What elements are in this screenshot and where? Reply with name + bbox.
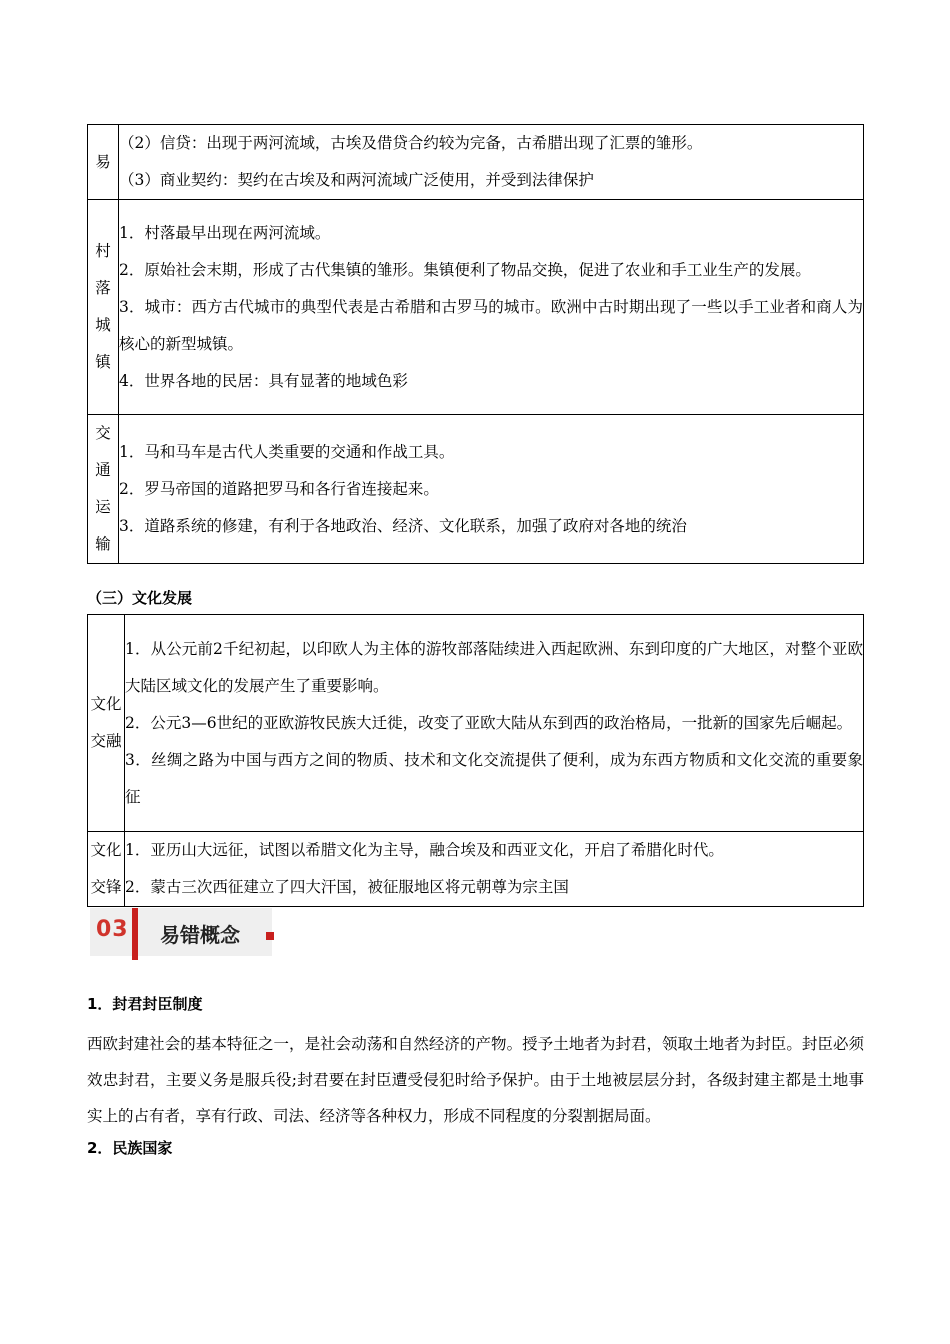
list-item: 1．马和马车是古代人类重要的交通和作战工具。 — [119, 442, 455, 461]
table-row — [88, 615, 864, 832]
banner-title: 易错概念 — [160, 923, 240, 947]
row-content — [119, 415, 864, 564]
list-item: 2．原始社会末期，形成了古代集镇的雏形。集镇便利了物品交换，促进了农业和手工业生产的发展。 — [119, 260, 811, 279]
banner-bar — [132, 908, 138, 960]
list-item: 1．村落最早出现在两河流域。 — [119, 223, 331, 242]
list-item: 4．世界各地的民居：具有显著的地域色彩 — [119, 371, 408, 390]
list-item: 3．道路系统的修建，有利于各地政治、经济、文化联系，加强了政府对各地的统治 — [119, 516, 687, 535]
row-content — [125, 615, 864, 832]
table-row — [88, 200, 864, 415]
list-item: （2）信贷：出现于两河流域，古埃及借贷合约较为完备，古希腊出现了汇票的雏形。 — [119, 134, 703, 152]
culture-table — [87, 614, 864, 907]
list-item: 1．从公元前2千纪初起，以印欧人为主体的游牧部落陆续进入西起欧洲、东到印度的广大地区，对整个亚欧大陆区域文化的发展产生了重要影响。 — [125, 639, 863, 695]
row-content — [119, 125, 864, 200]
table-row — [88, 415, 864, 564]
row-label: 村 落 城 镇 — [88, 200, 119, 415]
row-label: 文化 交锋 — [88, 832, 125, 907]
list-item: 3．丝绸之路为中国与西方之间的物质、技术和文化交流提供了便利，成为东西方物质和文化交流的重要象征 — [125, 750, 863, 806]
row-content — [125, 832, 864, 907]
table-row — [88, 832, 864, 907]
list-item: 2．罗马帝国的道路把罗马和各行省连接起来。 — [119, 479, 439, 498]
list-item: 3．城市：西方古代城市的典型代表是古希腊和古罗马的城市。欧洲中古时期出现了一些以手工业者和商人为核心的新型城镇。 — [119, 297, 863, 353]
square-icon — [266, 932, 274, 940]
list-item: 2．蒙古三次西征建立了四大汗国，被征服地区将元朝尊为宗主国 — [125, 878, 569, 896]
section-banner — [90, 908, 272, 956]
paragraph: 西欧封建社会的基本特征之一，是社会动荡和自然经济的产物。授予土地者为封君，领取土地者为封臣。封臣必须效忠封君，主要义务是服兵役;封君要在封臣遭受侵犯时给予保护。由于土地被层层分封，各级封建主都是土地事实上的占有者，享有行政、司法、经济等各种权力，形成不同程度的分裂割据局面。 — [87, 1035, 864, 1125]
row-label: 交 通 运 输 — [88, 415, 119, 564]
list-item: （3）商业契约：契约在古埃及和两河流域广泛使用，并受到法律保护 — [119, 171, 594, 189]
concept-title: 1．封君封臣制度 — [87, 995, 203, 1013]
row-content — [119, 200, 864, 415]
banner-number: 03 — [96, 917, 129, 942]
list-item: 2．公元3—6世纪的亚欧游牧民族大迁徙，改变了亚欧大陆从东到西的政治格局，一批新的国家先后崛起。 — [125, 713, 853, 732]
row-label: 易 — [88, 125, 119, 200]
economy-society-table — [87, 124, 864, 564]
concept-body — [87, 1026, 864, 1134]
list-item: 1．亚历山大远征，试图以希腊文化为主导，融合埃及和西亚文化，开启了希腊化时代。 — [125, 841, 724, 859]
concept-title: 2．民族国家 — [87, 1139, 173, 1157]
table-row — [88, 125, 864, 200]
row-label: 文化 交融 — [88, 615, 125, 832]
section-heading: （三）文化发展 — [87, 589, 193, 607]
